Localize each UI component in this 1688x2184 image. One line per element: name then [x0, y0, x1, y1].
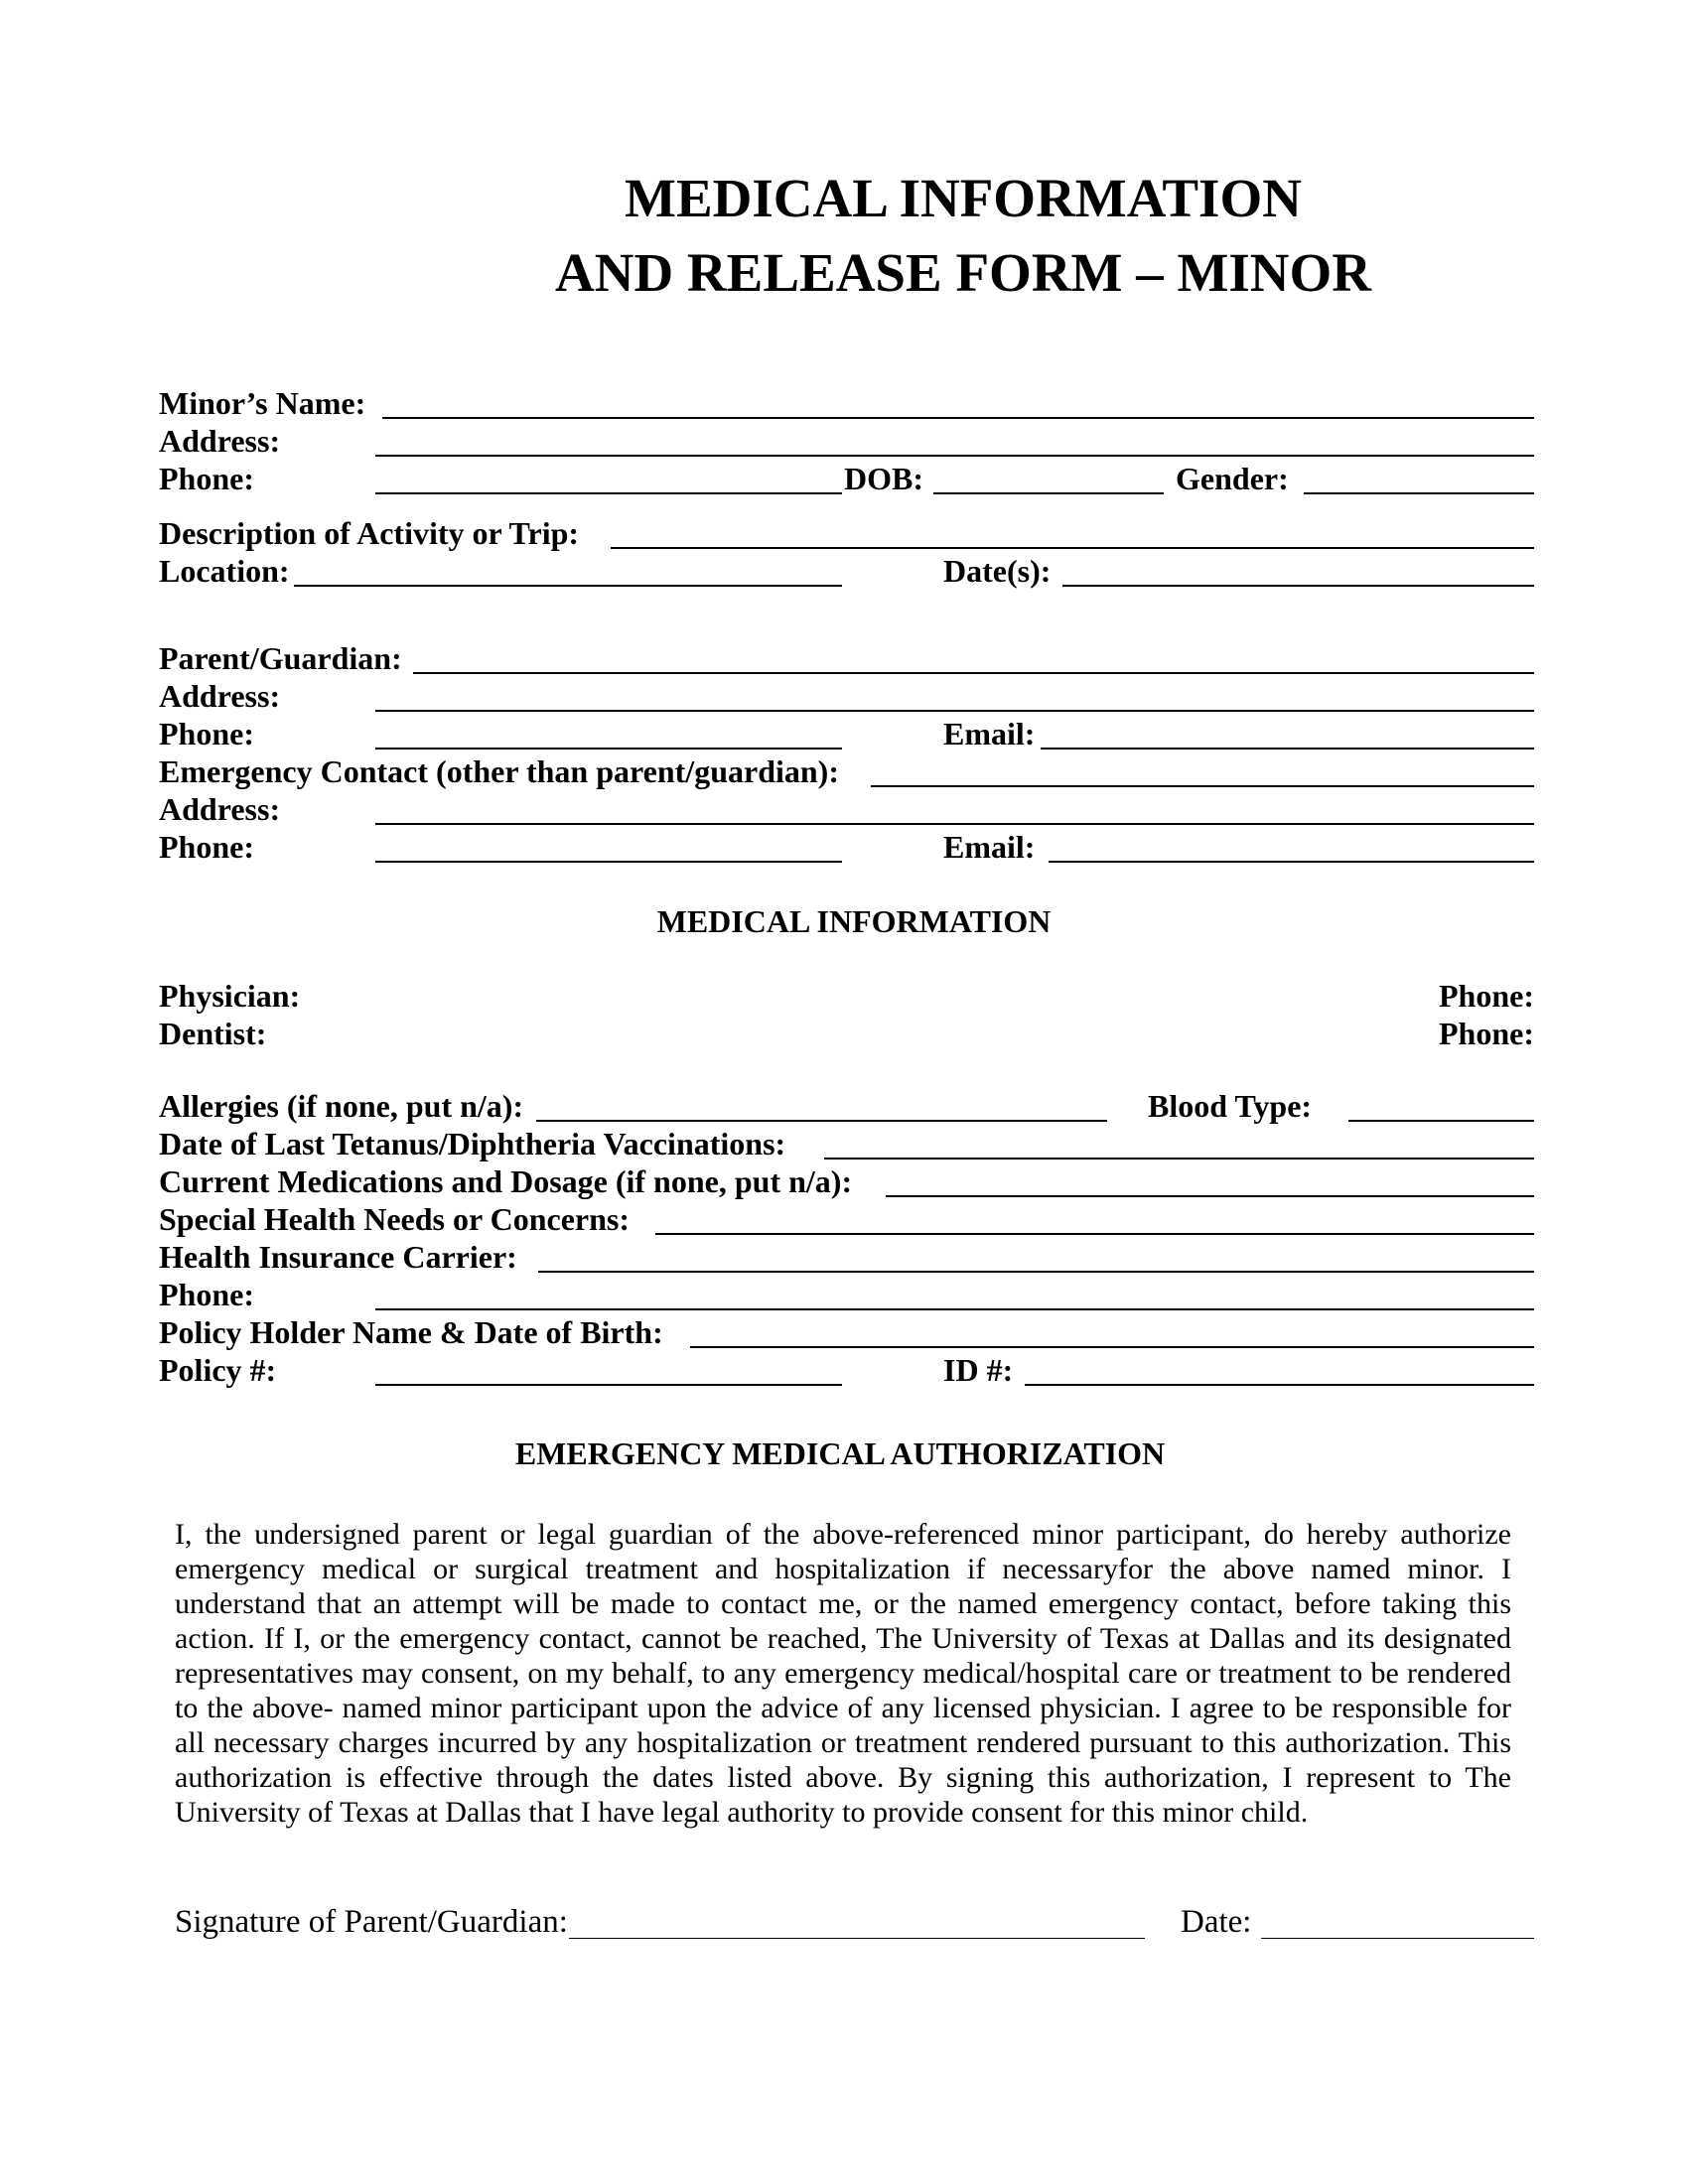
insurance-phone-row [159, 1275, 1534, 1314]
guardian-address-label: Address: [159, 678, 281, 714]
policy-holder-row [159, 1312, 1534, 1352]
signature-field[interactable] [569, 1938, 1145, 1939]
form-title-line-1: MEDICAL INFORMATION [625, 168, 1302, 228]
dentist-label: Dentist: [159, 1016, 267, 1051]
authorization-heading: EMERGENCY MEDICAL AUTHORIZATION [514, 1435, 1166, 1471]
special-needs-row [159, 1199, 1534, 1239]
location-field[interactable] [294, 585, 842, 587]
guardian-email-label: Email: [943, 716, 1036, 751]
guardian-email-field[interactable] [1041, 748, 1534, 750]
medications-label: Current Medications and Dosage (if none, put n/a): [159, 1163, 853, 1199]
guardian-name-field[interactable] [413, 672, 1534, 674]
guardian-address-field[interactable] [375, 710, 1534, 712]
guardian-name-row [159, 638, 1534, 678]
physician-label: Physician: [159, 978, 301, 1014]
blood-type-field[interactable] [1348, 1120, 1534, 1122]
signature-row [175, 1900, 1534, 1944]
minor-address-label: Address: [159, 423, 281, 459]
minor-phone-field[interactable] [375, 492, 842, 494]
authorization-text: I, the undersigned parent or legal guardian of the above-referenced minor participant, do hereby authorize emergency medical or surgical treatment and hospitalization if necessaryfor the above named minor. I understand that an attempt will be made to contact me, or the named emergency contact, before taking this action. If I, or the emergency contact, cannot be reached, The University of Texas at Dallas and its designated representatives may consent, on my behalf, to any emergency medical/hospital care or treatment to be rendered to the above- named minor participant upon the advice of any licensed physician. I agree to be responsible for all necessary charges incurred by any hospitalization or treatment rendered pursuant to this authorization. This authorization is effective through the dates listed above. By signing this authorization, I represent to The University of Texas at Dallas that I have legal authority to provide consent for this minor child. [175, 1518, 1511, 1829]
gender-field[interactable] [1304, 492, 1534, 494]
policy-number-field[interactable] [375, 1384, 842, 1386]
allergies-label: Allergies (if none, put n/a): [159, 1088, 524, 1124]
blood-type-label: Blood Type: [1148, 1088, 1313, 1124]
policy-number-label: Policy #: [159, 1352, 277, 1388]
signature-label: Signature of Parent/Guardian: [175, 1904, 568, 1940]
tetanus-label: Date of Last Tetanus/Diphtheria Vaccinations: [159, 1126, 786, 1161]
insurance-field[interactable] [538, 1271, 1534, 1273]
emergency-address-field[interactable] [375, 823, 1534, 825]
emergency-contact-field[interactable] [871, 785, 1534, 787]
special-needs-label: Special Health Needs or Concerns: [159, 1201, 631, 1237]
id-number-field[interactable] [1025, 1384, 1534, 1386]
signature-date-label: Date: [1181, 1904, 1252, 1940]
minor-phone-label: Phone: [159, 461, 254, 496]
tetanus-row [159, 1124, 1534, 1163]
dates-field[interactable] [1062, 585, 1534, 587]
dob-label: DOB: [844, 461, 923, 496]
activity-row [159, 513, 1534, 553]
medications-row [159, 1161, 1534, 1201]
emergency-phone-field[interactable] [375, 861, 842, 863]
activity-label: Description of Activity or Trip: [159, 515, 580, 551]
allergies-row [159, 1086, 1534, 1126]
emergency-email-field[interactable] [1049, 861, 1534, 863]
form-title-line-2: AND RELEASE FORM – MINOR [555, 242, 1371, 303]
dates-label: Date(s): [943, 553, 1052, 589]
guardian-phone-label: Phone: [159, 716, 254, 751]
physician-row [159, 976, 1534, 1016]
dob-field[interactable] [933, 492, 1164, 494]
insurance-phone-label: Phone: [159, 1277, 254, 1312]
emergency-phone-label: Phone: [159, 829, 254, 865]
emergency-contact-label: Emergency Contact (other than parent/guardian): [159, 753, 839, 789]
insurance-row [159, 1237, 1534, 1277]
minor-name-row [159, 383, 1534, 423]
minor-address-row [159, 421, 1534, 461]
signature-date-field[interactable] [1261, 1938, 1534, 1939]
minor-name-field[interactable] [382, 417, 1534, 419]
policy-holder-field[interactable] [690, 1346, 1534, 1348]
gender-label: Gender: [1176, 461, 1289, 496]
activity-field[interactable] [611, 547, 1534, 549]
medications-field[interactable] [886, 1195, 1534, 1197]
guardian-address-row [159, 676, 1534, 716]
tetanus-field[interactable] [824, 1158, 1534, 1160]
emergency-phone-row [159, 827, 1534, 867]
policy-holder-label: Policy Holder Name & Date of Birth: [159, 1314, 663, 1350]
medical-info-heading: MEDICAL INFORMATION [656, 903, 1052, 939]
insurance-label: Health Insurance Carrier: [159, 1239, 517, 1275]
emergency-address-label: Address: [159, 791, 281, 827]
dentist-row [159, 1014, 1534, 1053]
dentist-phone-label: Phone: [1439, 1016, 1534, 1051]
policy-row [159, 1350, 1534, 1390]
minor-address-field[interactable] [375, 455, 1534, 457]
guardian-name-label: Parent/Guardian: [159, 640, 402, 676]
insurance-phone-field[interactable] [375, 1308, 1534, 1310]
emergency-address-row [159, 789, 1534, 829]
physician-phone-label: Phone: [1439, 978, 1534, 1014]
guardian-phone-field[interactable] [375, 748, 842, 750]
location-row [159, 551, 1534, 591]
emergency-email-label: Email: [943, 829, 1036, 865]
allergies-field[interactable] [536, 1120, 1107, 1122]
minor-name-label: Minor’s Name: [159, 385, 366, 421]
minor-phone-row [159, 459, 1534, 498]
guardian-phone-row [159, 714, 1534, 753]
id-number-label: ID #: [943, 1352, 1014, 1388]
emergency-contact-row [159, 751, 1534, 791]
special-needs-field[interactable] [655, 1233, 1534, 1235]
location-label: Location: [159, 553, 290, 589]
